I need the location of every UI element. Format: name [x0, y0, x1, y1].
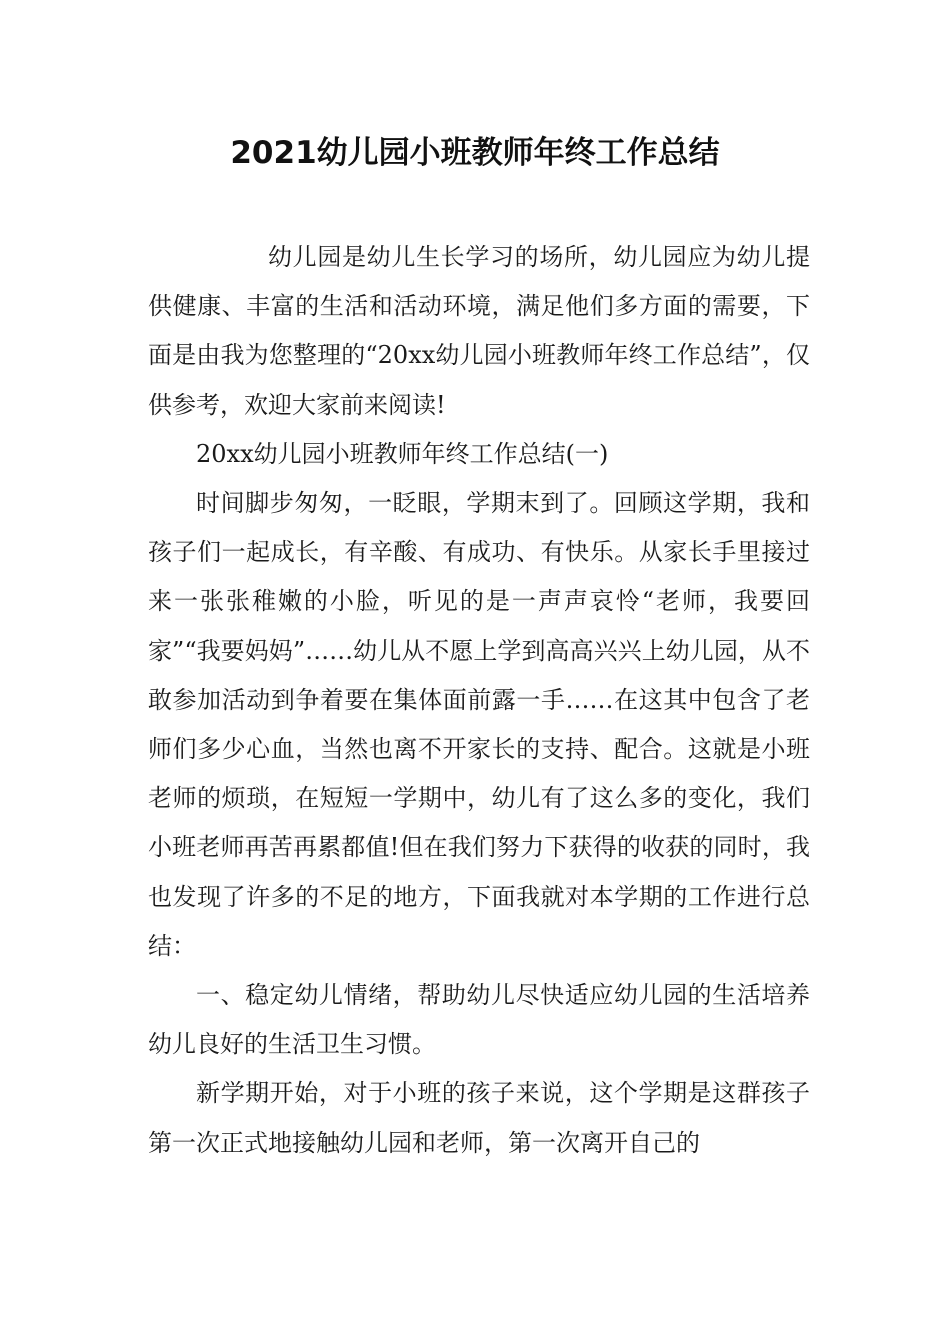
intro-paragraph: 幼儿园是幼儿生长学习的场所，幼儿园应为幼儿提供健康、丰富的生活和活动环境，满足他们多方面的需要，下面是由我为您整理的“20xx幼儿园小班教师年终工作总结”，仅供参考，欢迎大家前来阅读!	[148, 243, 810, 419]
body-paragraph: 新学期开始，对于小班的孩子来说，这个学期是这群孩子第一次正式地接触幼儿园和老师，第一次离开自己的	[148, 1079, 810, 1157]
section-heading: 一、稳定幼儿情绪，帮助幼儿尽快适应幼儿园的生活培养幼儿良好的生活卫生习惯。	[148, 981, 810, 1059]
document-title: 2021幼儿园小班教师年终工作总结	[230, 135, 720, 171]
body-paragraph: 时间脚步匆匆，一眨眼，学期末到了。回顾这学期，我和孩子们一起成长，有辛酸、有成功、有快乐。从家长手里接过来一张张稚嫩的小脸，听见的是一声声哀怜“老师，我要回家”“我要妈妈”……幼儿从不愿上学到高高兴兴上幼儿园，从不敢参加活动到争着要在集体面前露一手……在这其中包含了老师们多少心血，当然也离不开家长的支持、配合。这就是小班老师的烦琐，在短短一学期中，幼儿有了这么多的变化，我们小班老师再苦再累都值!但在我们努力下获得的收获的同时，我也发现了许多的不足的地方，下面我就对本学期的工作进行总结：	[148, 489, 810, 960]
document-body	[148, 233, 810, 1168]
section-subtitle: 20xx幼儿园小班教师年终工作总结(一)	[196, 439, 609, 468]
